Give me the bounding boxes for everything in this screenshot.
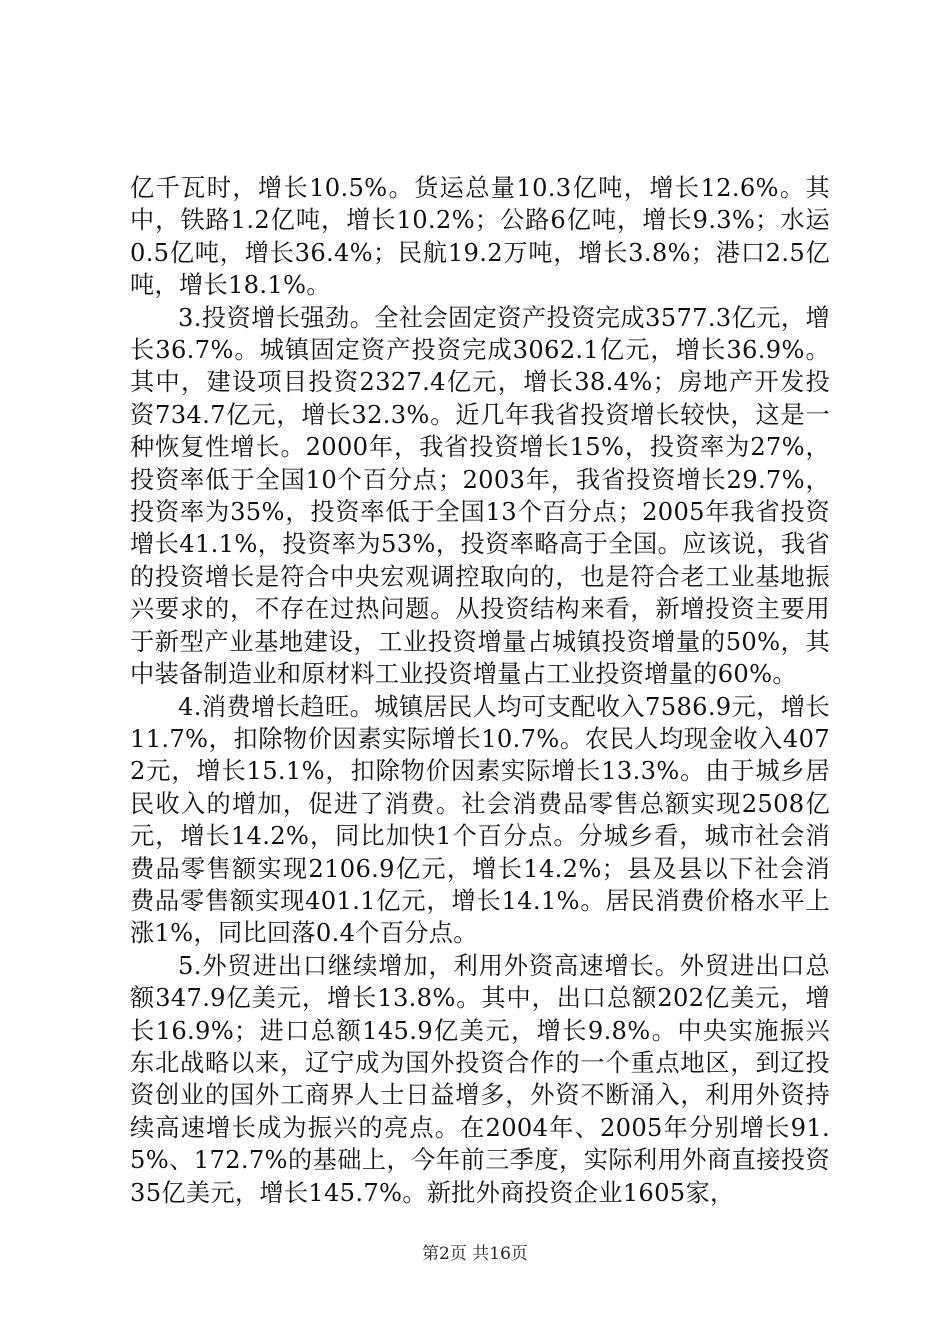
paragraph-3: 4.消费增长趋旺。城镇居民人均可支配收入7586.9元，增长11.7%，扣除物价因素实际增长10.7%。农民人均现金收入4072元，增长15.1%，扣除物价因素实际增长13.3%。由于城乡居民收入的增加，促进了消费。社会消费品零售总额实现2508亿元，增长14.2%，同比加快1个百分点。分城乡看，城市社会消费品零售额实现2106.9亿元，增长14.2%；县及县以下社会消费品零售额实现401.1亿元，增长14.1%。居民消费价格水平上涨1%，同比回落0.4个百分点。	[130, 692, 830, 948]
paragraph-2: 3.投资增长强劲。全社会固定资产投资完成3577.3亿元，增长36.7%。城镇固定资产投资完成3062.1亿元，增长36.9%。其中，建设项目投资2327.4亿元，增长38.4%；房地产开发投资734.7亿元，增长32.3%。近几年我省投资增长较快，这是一种恢复性增长。2000年，我省投资增长15%，投资率为27%，投资率低于全国10个百分点；2003年，我省投资增长29.7%，投资率为35%，投资率低于全国13个百分点；2005年我省投资增长41.1%，投资率为53%，投资率略高于全国。应该说，我省的投资增长是符合中央宏观调控取向的，也是符合老工业基地振兴要求的，不存在过热问题。从投资结构来看，新增投资主要用于新型产业基地建设，工业投资增量占城镇投资增量的50%，其中装备制造业和原材料工业投资增量占工业投资增量的60%。	[130, 303, 830, 689]
document-body	[130, 172, 830, 1209]
paragraph-1: 亿千瓦时，增长10.5%。货运总量10.3亿吨，增长12.6%。其中，铁路1.2亿吨，增长10.2%；公路6亿吨，增长9.3%；水运0.5亿吨，增长36.4%；民航19.2万吨，增长3.8%；港口2.5亿吨，增长18.1%。	[130, 174, 830, 300]
page-number-footer: 第2页 共16页	[422, 1244, 528, 1264]
paragraph-4: 5.外贸进出口继续增加，利用外资高速增长。外贸进出口总额347.9亿美元，增长13.8%。其中，出口总额202亿美元，增长16.9%；进口总额145.9亿美元，增长9.8%。中央实施振兴东北战略以来，辽宁成为国外投资合作的一个重点地区，到辽投资创业的国外工商界人士日益增多，外资不断涌入，利用外资持续高速增长成为振兴的亮点。在2004年、2005年分别增长91.5%、172.7%的基础上，今年前三季度，实际利用外商直接投资35亿美元，增长145.7%。新批外商投资企业1605家，	[130, 951, 830, 1207]
